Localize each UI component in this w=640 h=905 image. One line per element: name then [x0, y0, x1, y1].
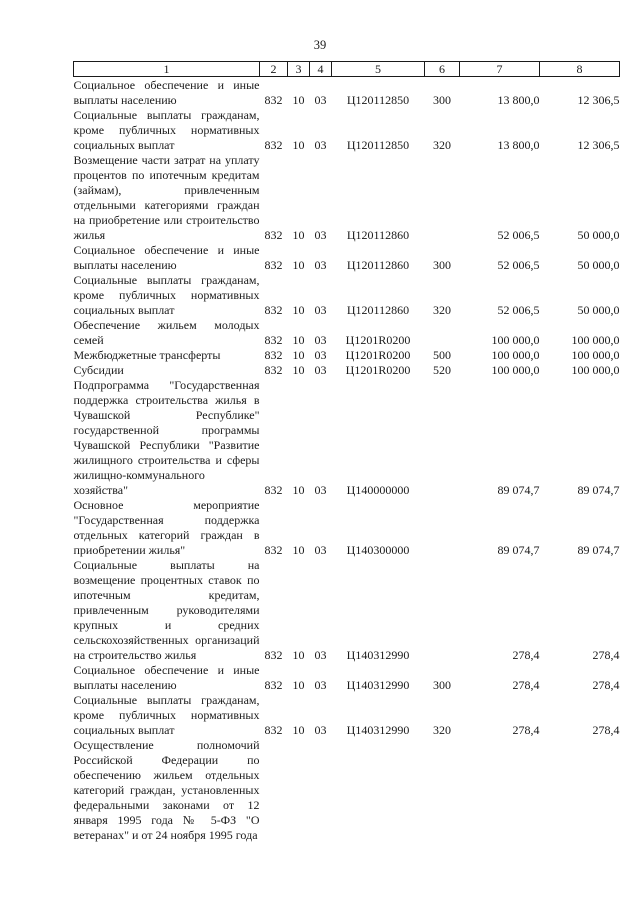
item-name: Социальные выплаты гражданам, кроме публичных нормативных социальных выплат [73, 693, 260, 737]
item-grbs-code: 832 [264, 333, 283, 347]
item-amount-1: 278,4 [512, 678, 540, 692]
col-header-1: 1 [74, 62, 260, 77]
item-grbs-code: 832 [264, 138, 283, 152]
table-row [74, 558, 620, 663]
item-target-article: Ц120112850 [346, 93, 410, 107]
item-subsection-code: 03 [314, 363, 327, 377]
item-expense-type [425, 378, 460, 498]
table-row [74, 693, 620, 738]
item-amount-1: 52 006,5 [497, 303, 540, 317]
item-amount-2: 278,4 [592, 648, 620, 662]
item-name: Субсидии [73, 363, 124, 377]
item-amount-2: 12 306,5 [577, 138, 620, 152]
item-grbs-code: 832 [264, 723, 283, 737]
item-amount-1: 13 800,0 [497, 138, 540, 152]
col-header-3: 3 [288, 62, 310, 77]
item-target-article: Ц1201R0200 [345, 363, 411, 377]
table-row [74, 153, 620, 243]
item-amount-1: 100 000,0 [491, 333, 540, 347]
item-subsection-code: 03 [314, 333, 327, 347]
item-subsection-code: 03 [314, 543, 327, 557]
table-row [74, 273, 620, 318]
item-grbs-code: 832 [264, 303, 283, 317]
item-subsection-code: 03 [314, 138, 327, 152]
item-section-code: 10 [292, 678, 305, 692]
item-grbs-code [260, 738, 288, 843]
item-subsection-code [310, 738, 332, 843]
item-section-code: 10 [292, 138, 305, 152]
item-target-article: Ц120112860 [346, 228, 410, 242]
item-subsection-code: 03 [314, 723, 327, 737]
item-amount-1: 278,4 [512, 723, 540, 737]
item-section-code: 10 [292, 93, 305, 107]
item-amount-2 [540, 738, 620, 843]
header-row [74, 62, 620, 77]
item-amount-2: 89 074,7 [577, 543, 620, 557]
table-row [74, 318, 620, 348]
item-expense-type: 300 [433, 93, 451, 107]
item-amount-2: 50 000,0 [577, 258, 620, 272]
item-name: Социальное обеспечение и иные выплаты населению [73, 243, 260, 272]
col-header-8: 8 [540, 62, 620, 77]
item-expense-type [425, 738, 460, 843]
item-subsection-code: 03 [314, 678, 327, 692]
item-section-code: 10 [292, 333, 305, 347]
item-amount-2: 278,4 [592, 678, 620, 692]
item-name: Возмещение части затрат на уплату процентов по ипотечным кредитам (займам), привлеченным отдельными категориями граждан на приобретение или строительство жилья [73, 153, 260, 242]
budget-table [73, 61, 620, 843]
item-target-article: Ц1201R0200 [345, 333, 411, 347]
item-expense-type [425, 153, 460, 243]
item-subsection-code: 03 [314, 483, 327, 497]
table-body [74, 77, 620, 844]
item-section-code: 10 [292, 258, 305, 272]
item-expense-type [425, 498, 460, 558]
item-expense-type [425, 318, 460, 348]
item-expense-type: 320 [433, 138, 451, 152]
table-row [74, 663, 620, 693]
item-target-article: Ц140312990 [346, 723, 410, 737]
item-amount-2: 89 074,7 [577, 483, 620, 497]
item-name: Основное мероприятие "Государственная поддержка отдельных категорий граждан в приобретении жилья" [73, 498, 260, 557]
item-grbs-code: 832 [264, 228, 283, 242]
item-grbs-code: 832 [264, 348, 283, 362]
item-amount-2: 12 306,5 [577, 93, 620, 107]
col-header-7: 7 [460, 62, 540, 77]
item-expense-type: 520 [433, 363, 451, 377]
page-number: 39 [313, 38, 327, 52]
item-name: Социальные выплаты гражданам, кроме публичных нормативных социальных выплат [73, 108, 260, 152]
item-subsection-code: 03 [314, 303, 327, 317]
item-expense-type: 320 [433, 723, 451, 737]
item-name: Обеспечение жильем молодых семей [73, 318, 260, 347]
item-amount-1: 100 000,0 [491, 348, 540, 362]
item-amount-2: 50 000,0 [577, 228, 620, 242]
item-section-code: 10 [292, 543, 305, 557]
table-row [74, 363, 620, 378]
item-amount-1: 278,4 [512, 648, 540, 662]
item-amount-2: 278,4 [592, 723, 620, 737]
item-target-article [332, 738, 425, 843]
col-header-5: 5 [332, 62, 425, 77]
item-section-code [288, 738, 310, 843]
item-name: Социальные выплаты на возмещение процентных ставок по ипотечным кредитам, привлеченным руководителями крупных и средних сельскохозяйственных организаций на строительство жилья [73, 558, 260, 662]
item-subsection-code: 03 [314, 348, 327, 362]
table-row [74, 77, 620, 109]
item-amount-1: 100 000,0 [491, 363, 540, 377]
item-expense-type: 320 [433, 303, 451, 317]
item-section-code: 10 [292, 228, 305, 242]
item-subsection-code: 03 [314, 228, 327, 242]
item-amount-1: 13 800,0 [497, 93, 540, 107]
item-amount-1: 89 074,7 [497, 483, 540, 497]
item-target-article: Ц120112860 [346, 258, 410, 272]
item-section-code: 10 [292, 723, 305, 737]
item-name: Социальные выплаты гражданам, кроме публичных нормативных социальных выплат [73, 273, 260, 317]
item-target-article: Ц1201R0200 [345, 348, 411, 362]
item-subsection-code: 03 [314, 648, 327, 662]
item-section-code: 10 [292, 348, 305, 362]
table-row [74, 243, 620, 273]
col-header-6: 6 [425, 62, 460, 77]
item-target-article: Ц140300000 [346, 543, 410, 557]
item-target-article: Ц140312990 [346, 678, 410, 692]
item-amount-1: 52 006,5 [497, 258, 540, 272]
item-name: Социальное обеспечение и иные выплаты населению [73, 78, 260, 107]
item-section-code: 10 [292, 303, 305, 317]
item-name: Межбюджетные трансферты [73, 348, 221, 362]
item-amount-1 [460, 738, 540, 843]
item-target-article: Ц140000000 [346, 483, 410, 497]
table-row [74, 108, 620, 153]
table-row [74, 348, 620, 363]
item-target-article: Ц120112850 [346, 138, 410, 152]
item-grbs-code: 832 [264, 258, 283, 272]
item-section-code: 10 [292, 648, 305, 662]
item-subsection-code: 03 [314, 93, 327, 107]
item-name: Подпрограмма "Государственная поддержка строительства жилья в Чувашской Республике" государственной программы Чувашской Республики "Развитие жилищного строительства и сферы жилищно-коммунального хозяйства" [73, 378, 260, 497]
item-amount-2: 100 000,0 [571, 348, 620, 362]
item-name: Социальное обеспечение и иные выплаты населению [73, 663, 260, 692]
item-amount-2: 50 000,0 [577, 303, 620, 317]
item-amount-2: 100 000,0 [571, 363, 620, 377]
item-expense-type: 300 [433, 678, 451, 692]
item-grbs-code: 832 [264, 543, 283, 557]
item-expense-type: 300 [433, 258, 451, 272]
item-target-article: Ц120112860 [346, 303, 410, 317]
item-section-code: 10 [292, 483, 305, 497]
item-subsection-code: 03 [314, 258, 327, 272]
item-grbs-code: 832 [264, 648, 283, 662]
item-grbs-code: 832 [264, 93, 283, 107]
col-header-4: 4 [310, 62, 332, 77]
item-target-article: Ц140312990 [346, 648, 410, 662]
item-amount-1: 89 074,7 [497, 543, 540, 557]
table-row [74, 738, 620, 843]
item-amount-2: 100 000,0 [571, 333, 620, 347]
item-amount-1: 52 006,5 [497, 228, 540, 242]
item-expense-type: 500 [433, 348, 451, 362]
item-section-code: 10 [292, 363, 305, 377]
table-row [74, 378, 620, 498]
item-name: Осуществление полномочий Российской Федерации по обеспечению жильем отдельных категорий граждан, установленных федеральными законами от 12 января 1995 года № 5-ФЗ "О ветеранах" и от 24 ноября 1995 года [73, 738, 260, 842]
item-grbs-code: 832 [264, 678, 283, 692]
table-row [74, 498, 620, 558]
item-grbs-code: 832 [264, 363, 283, 377]
item-expense-type [425, 558, 460, 663]
col-header-2: 2 [260, 62, 288, 77]
item-grbs-code: 832 [264, 483, 283, 497]
